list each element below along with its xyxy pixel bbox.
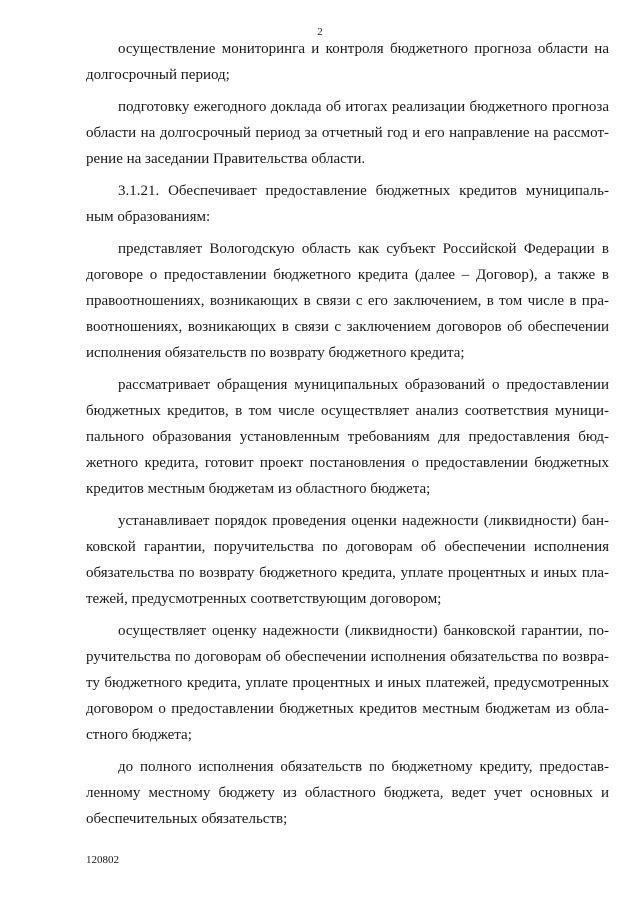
text-line: до полного исполнения обязательств по бюджетному кредиту, предостав-	[118, 759, 609, 775]
text-line: осуществление мониторинга и контроля бюджетного прогноза области на	[118, 41, 609, 57]
text-line: воотношениях, возникающих в связи с заключением договоров об обеспечении	[86, 319, 609, 335]
text-line: жетного кредита, готовит проект постановления о предоставлении бюджетных	[86, 455, 609, 471]
paragraph-annual-report	[86, 94, 609, 172]
paragraph-section-3-1-21	[86, 178, 609, 230]
text-line: устанавливает порядок проведения оценки надежности (ликвидности) бан-	[118, 513, 609, 529]
text-line: кредитов местным бюджетам из областного бюджета;	[86, 481, 431, 497]
text-line: ручительства по договорам об обеспечении исполнения обязательства по возвра-	[86, 649, 609, 665]
text-line: исполнения обязательств по возврату бюджетного кредита;	[86, 345, 465, 361]
text-line: долгосрочный период;	[86, 67, 230, 83]
document-body	[86, 36, 609, 832]
text-line: обеспечительных обязательств;	[86, 811, 288, 827]
paragraph-assesses-reliability	[86, 618, 609, 748]
text-line: рассматривает обращения муниципальных образований о предоставлении	[118, 377, 609, 393]
text-line: 3.1.21. Обеспечивает предоставление бюджетных кредитов муниципаль-	[118, 183, 609, 199]
paragraph-represents-region	[86, 236, 609, 366]
text-line: стного бюджета;	[86, 727, 192, 743]
paragraph-monitoring	[86, 36, 609, 88]
text-line: обязательства по возврату бюджетного кредита, уплате процентных и иных пла-	[86, 565, 609, 581]
text-line: бюджетных кредитов, в том числе осуществляет анализ соответствия муници-	[86, 403, 609, 419]
document-code: 120802	[86, 854, 119, 866]
text-line: ным образованиям:	[86, 209, 211, 225]
text-line: рение на заседании Правительства области.	[86, 151, 366, 167]
text-line: договором о предоставлении бюджетных кредитов местным бюджетам из обла-	[86, 701, 609, 717]
text-line: договоре о предоставлении бюджетного кредита (далее – Договор), а также в	[86, 267, 609, 283]
page-number: 2	[317, 26, 323, 38]
text-line: подготовку ежегодного доклада об итогах реализации бюджетного прогноза	[118, 99, 609, 115]
text-line: ленному местному бюджету из областного бюджета, ведет учет основных и	[86, 785, 609, 801]
text-line: области на долгосрочный период за отчетный год и его направление на рассмот-	[86, 125, 609, 141]
text-line: тежей, предусмотренных соответствующим договором;	[86, 591, 442, 607]
paragraph-reviews-requests	[86, 372, 609, 502]
text-line: представляет Вологодскую область как субъект Российской Федерации в	[118, 241, 609, 257]
text-line: пального образования установленным требованиям для предоставления бюд-	[86, 429, 609, 445]
text-line: правоотношениях, возникающих в связи с его заключением, в том числе в пра-	[86, 293, 609, 309]
text-line: ту бюджетного кредита, уплате процентных и иных платежей, предусмотренных	[86, 675, 609, 691]
paragraph-sets-procedure	[86, 508, 609, 612]
paragraph-keeps-records	[86, 754, 609, 832]
text-line: осуществляет оценку надежности (ликвидности) банковской гарантии, по-	[118, 623, 609, 639]
text-line: ковской гарантии, поручительства по договорам об обеспечении исполнения	[86, 539, 609, 555]
